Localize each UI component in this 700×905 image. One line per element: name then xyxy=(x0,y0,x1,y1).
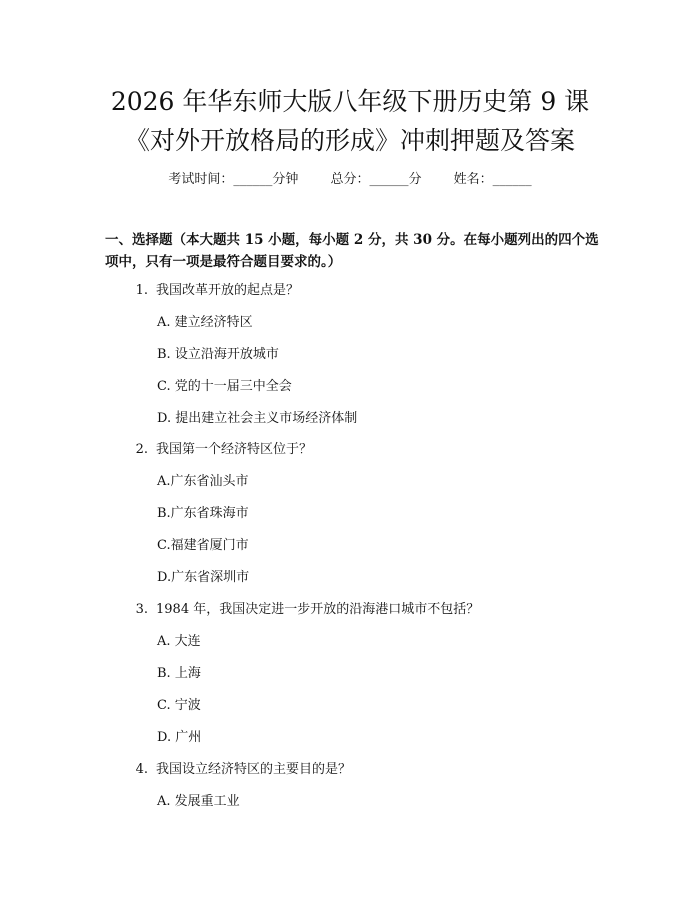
question-text: 我国第一个经济特区位于？ xyxy=(156,442,313,457)
section-heading-line-2: 项中，只有一项是最符合题目要求的。） xyxy=(105,254,342,270)
question-number: 4. xyxy=(135,762,148,777)
question-4-option-a: A. 发展重工业 xyxy=(157,794,240,809)
question-2 xyxy=(128,441,568,459)
question-3-option-b: B. 上海 xyxy=(157,666,201,681)
question-1-option-d: D. 提出建立社会主义市场经济体制 xyxy=(157,411,358,426)
question-3-option-a: A. 大连 xyxy=(157,634,201,649)
question-2-option-d: D.广东省深圳市 xyxy=(157,570,250,585)
question-1-option-a: A. 建立经济特区 xyxy=(157,315,253,330)
question-text: 1984 年，我国决定进一步开放的沿海港口城市不包括？ xyxy=(156,602,480,617)
section-heading-line-1: 一、选择题（本大题共 15 小题，每小题 2 分，共 30 分。在每小题列出的四个选 xyxy=(105,232,599,248)
question-number: 2. xyxy=(135,442,148,457)
question-1 xyxy=(128,282,568,300)
question-2-option-a: A.广东省汕头市 xyxy=(157,474,249,489)
question-number: 3. xyxy=(135,602,148,617)
question-3-option-c: C. 宁波 xyxy=(157,698,201,713)
exam-info xyxy=(0,171,700,189)
question-text: 我国设立经济特区的主要目的是？ xyxy=(156,762,352,777)
question-2-option-c: C.福建省厦门市 xyxy=(157,538,249,553)
question-1-option-c: C. 党的十一届三中全会 xyxy=(157,379,292,394)
question-1-option-b: B. 设立沿海开放城市 xyxy=(157,347,279,362)
question-3-option-d: D. 广州 xyxy=(157,730,202,745)
question-number: 1. xyxy=(135,283,148,298)
exam-total-score: 总分：______分 xyxy=(330,172,422,187)
question-2-option-b: B.广东省珠海市 xyxy=(157,506,249,521)
exam-name: 姓名：______ xyxy=(453,172,532,187)
document-title-line-2: 《对外开放格局的形成》冲刺押题及答案 xyxy=(124,126,575,155)
question-text: 我国改革开放的起点是？ xyxy=(156,283,300,298)
question-3 xyxy=(128,601,568,619)
exam-time: 考试时间：______分钟 xyxy=(168,172,299,187)
document-title-line-1: 2026 年华东师大版八年级下册历史第 9 课 xyxy=(110,87,590,116)
question-4 xyxy=(128,761,568,779)
